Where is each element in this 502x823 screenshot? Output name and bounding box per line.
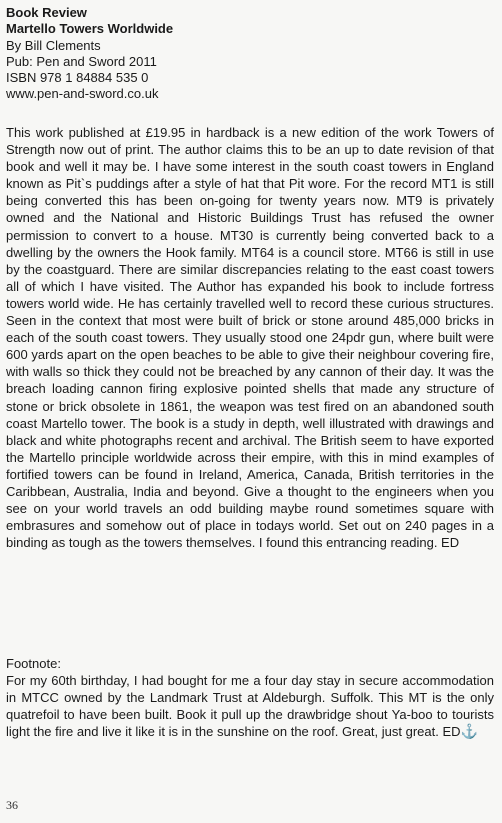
publisher-website: www.pen-and-sword.co.uk [6, 86, 159, 102]
anchor-icon: ⚓ [460, 723, 478, 740]
section-title: Book Review [6, 5, 87, 20]
review-header [6, 5, 173, 103]
book-publisher: Pub: Pen and Sword 2011 [6, 53, 157, 69]
book-author: By Bill Clements [6, 37, 101, 53]
page-number: 36 [6, 798, 18, 812]
book-title: Martello Towers Worldwide [6, 21, 174, 37]
footnote-title: Footnote: [6, 656, 61, 671]
footnote-text: For my 60th birthday, I had bought for me a four day stay in secure accommodation in MTCC owned by the Landmark Trust at Aldeburgh. Suffolk. This MT is the only quatrefoil to have been built. Book it pull up the drawbridge shout Ya-boo to tourists light the fire and live it like it is in the sunshine on the roof. Great, just great. ED [6, 673, 494, 740]
review-body: This work published at £19.95 in hardback is a new edition of the work Towers of Strength now out of print. The author claims this to be an up to date revision of that book and well it may be. I have some interest in the south coast towers in England known as Pit`s puddings after a style of hat that Pit wore. For the record MT1 is still being converted this has been on-going for twenty years now. MT9 is privately owned and the National and Historic Buildings Trust has refused the owner permission to convert to a house. MT30 is currently being converted back to a dwelling by the owners the Hook family. MT64 is a council store. MT66 is still in use by the coastguard. There are similar discrepancies relating to the east coast towers all of which I have visited. The Author has expanded his book to include fortress towers world wide. He has certainly travelled well to record these curious structures. Seen in the context that most were built of brick or stone around 485,000 bricks in each of the south coast towers. They usually stood one 24pdr gun, where built were 600 yards apart on the open beaches to be able to give their neighbour covering fire, with walls so thick they could not be breached by any cannon of their day. It was the breach loading cannon firing explosive pointed shells that made any structure of stone or brick obsolete in 1861, the weapon was test fired on an abandoned south coast Martello tower. The book is a study in depth, well illustrated with drawings and black and white photographs recent and archival. The British seem to have exported the Martello principle worldwide across their empire, with this in mind examples of fortified towers can be found in Ireland, America, Canada, British territories in the Caribbean, Australia, India and beyond. Give a thought to the engineers when you see on your world travels an odd building maybe round sometimes square with embrasures and somehow out of place in todays world. Set out on 240 pages in a binding as tough as the towers themselves. I found this entrancing reading. ED [6, 125, 494, 551]
footnote-body [6, 672, 494, 740]
book-isbn: ISBN 978 1 84884 535 0 [6, 70, 149, 86]
